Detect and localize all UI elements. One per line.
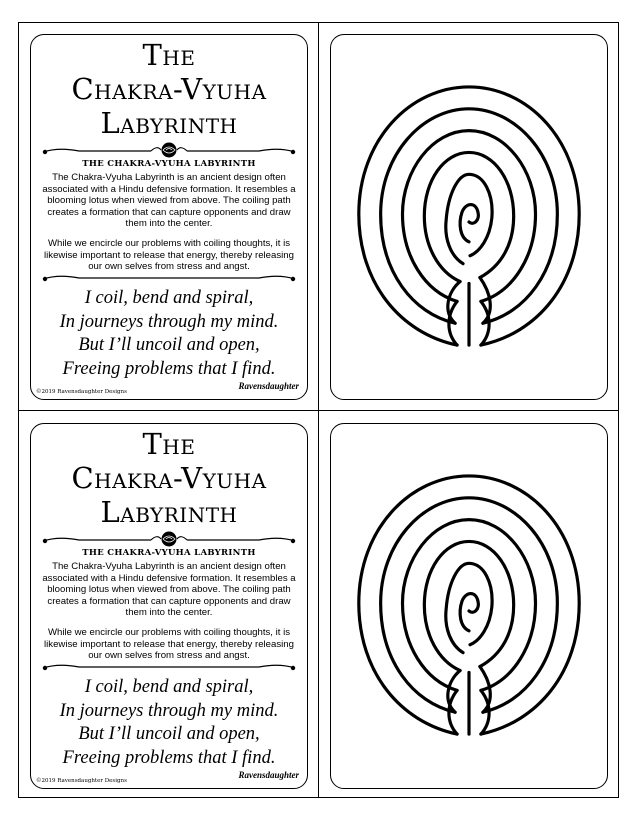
poem	[31, 676, 307, 770]
description-paragraph-1: The Chakra-Vyuha Labyrinth is an ancient design often associated with a Hindu defensive formation. It resembles a blooming lotus when viewed from above. The coiling path creates a formation that can capture opponents and draw them into the center.	[42, 172, 296, 230]
poem	[31, 287, 307, 381]
maze-card-bottom	[330, 423, 608, 789]
ornamental-rose-divider-icon	[39, 531, 299, 547]
copyright-text: ©2019 Ravensdaughter Designs	[36, 778, 127, 784]
chakra-vyuha-labyrinth-icon	[331, 35, 607, 399]
copyright-text: ©2019 Ravensdaughter Designs	[36, 389, 127, 395]
poem-line: But I’ll uncoil and open,	[78, 724, 260, 744]
ornamental-rose-divider-icon	[39, 142, 299, 158]
poem-line: In journeys through my mind.	[59, 311, 279, 332]
title-line-2: Chakra-Vyuha	[71, 461, 267, 495]
ornamental-line-divider-icon	[39, 660, 299, 676]
title-line-1: The	[142, 427, 196, 461]
poem-line: I coil, bend and spiral,	[84, 288, 254, 308]
poem-line: But I’ll uncoil and open,	[78, 335, 260, 355]
signature: Ravensdaughter	[238, 381, 299, 391]
description-paragraph-2: While we encircle our problems with coiling thoughts, it is likewise important to release that energy, thereby releasing our own selves from stress and angst.	[44, 238, 294, 273]
title-line-1: The	[142, 38, 196, 72]
title-line-2: Chakra-Vyuha	[71, 72, 267, 106]
text-card-top	[30, 34, 308, 400]
title-line-3: Labyrinth	[100, 495, 238, 529]
subheading: THE CHAKRA-VYUHA LABYRINTH	[82, 548, 256, 558]
poem-line: Freeing problems that I find.	[62, 358, 276, 379]
chakra-vyuha-labyrinth-icon	[331, 424, 607, 788]
signature: Ravensdaughter	[238, 770, 299, 780]
poem-line: Freeing problems that I find.	[62, 747, 276, 768]
cut-line-horizontal	[18, 410, 619, 411]
description-paragraph-2: While we encircle our problems with coiling thoughts, it is likewise important to release that energy, thereby releasing our own selves from stress and angst.	[44, 627, 294, 662]
subheading: THE CHAKRA-VYUHA LABYRINTH	[82, 159, 256, 169]
description-paragraph-1: The Chakra-Vyuha Labyrinth is an ancient design often associated with a Hindu defensive formation. It resembles a blooming lotus when viewed from above. The coiling path creates a formation that can capture opponents and draw them into the center.	[42, 561, 296, 619]
poem-line: I coil, bend and spiral,	[84, 677, 254, 697]
maze-card-top	[330, 34, 608, 400]
text-card-bottom	[30, 423, 308, 789]
title-line-3: Labyrinth	[100, 106, 238, 140]
poem-line: In journeys through my mind.	[59, 700, 279, 721]
ornamental-line-divider-icon	[39, 271, 299, 287]
